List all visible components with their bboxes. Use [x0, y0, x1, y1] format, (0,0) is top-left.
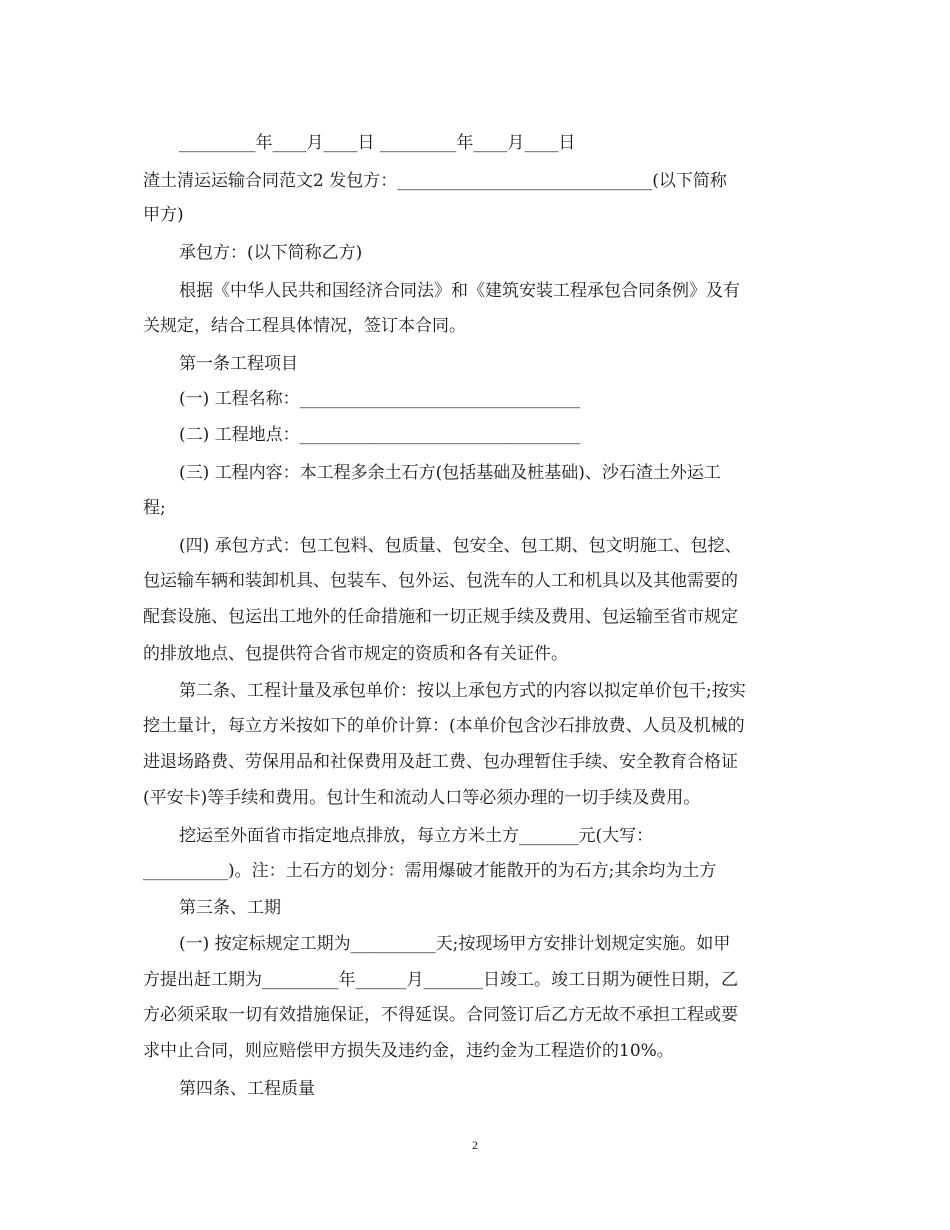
- paragraph-line: 包运输车辆和装卸机具、包装车、包外运、包洗车的人工和机具以及其他需要的: [143, 571, 738, 591]
- paragraph-line: 挖运至外面省市指定地点排放，每立方米土方_______元(大写：: [179, 826, 654, 846]
- paragraph-line: 求中止合同，则应赔偿甲方损失及违约金，违约金为工程造价的10%。: [143, 1041, 674, 1061]
- paragraph-line: (二) 工程地点：_________________________________: [179, 425, 581, 445]
- paragraph-line: 关规定，结合工程具体情况，签订本合同。: [143, 316, 466, 336]
- contractor-line: 承包方：(以下简称乙方): [179, 243, 363, 263]
- paragraph-line: 方必须采取一切有效措施保证，不得延误。合同签订后乙方无故不承担工程或要: [143, 1005, 738, 1025]
- paragraph-line: 方提出赶工期为_________年______月_______日竣工。竣工日期为硬性日期，乙: [143, 970, 738, 990]
- paragraph-line: 挖土量计，每立方米按如下的单价计算：(本单价包含沙石排放费、人员及机械的: [143, 716, 745, 736]
- paragraph-line: (一) 按定标规定工期为__________天;按现场甲方安排计划规定实施。如甲: [179, 934, 731, 954]
- paragraph-line: 进退场路费、劳保用品和社保费用及赶工费、包办理暂住手续、安全教育合格证: [143, 752, 738, 772]
- paragraph-line: 根据《中华人民共和国经济合同法》和《建筑安装工程承包合同条例》及有: [179, 281, 740, 301]
- paragraph-line: (平安卡)等手续和费用。包计生和流动人口等必须办理的一切手续及费用。: [143, 788, 701, 808]
- paragraph-line: 第二条、工程计量及承包单价：按以上承包方式的内容以拟定单价包干;按实: [179, 681, 746, 701]
- paragraph-line: (四) 承包方式：包工包料、包质量、包安全、包工期、包文明施工、包挖、: [179, 536, 742, 556]
- text-line: 甲方): [143, 205, 184, 225]
- date-line: _________年____月____日 _________年____月____日: [179, 133, 576, 153]
- section-heading: 第一条工程项目: [179, 354, 298, 374]
- paragraph-line: 程;: [143, 498, 166, 518]
- paragraph-line: 的排放地点、包提供符合省市规定的资质和各有关证件。: [143, 644, 568, 664]
- paragraph-line: (三) 工程内容：本工程多余土石方(包括基础及桩基础)、沙石渣土外运工: [179, 463, 721, 483]
- page-number: 2: [472, 1138, 478, 1152]
- paragraph-line: (一) 工程名称：_________________________________: [179, 389, 581, 409]
- paragraph-line: __________)。注：土石方的划分：需用爆破才能散开的为石方;其余均为土方: [143, 861, 717, 881]
- section-heading: 第三条、工期: [179, 898, 281, 918]
- title-line: 渣土清运运输合同范文2 发包方：______________________________(以下简称: [143, 171, 727, 191]
- paragraph-line: 配套设施、包运出工地外的任命措施和一切正规手续及费用、包运输至省市规定: [143, 607, 738, 627]
- section-heading: 第四条、工程质量: [179, 1079, 315, 1099]
